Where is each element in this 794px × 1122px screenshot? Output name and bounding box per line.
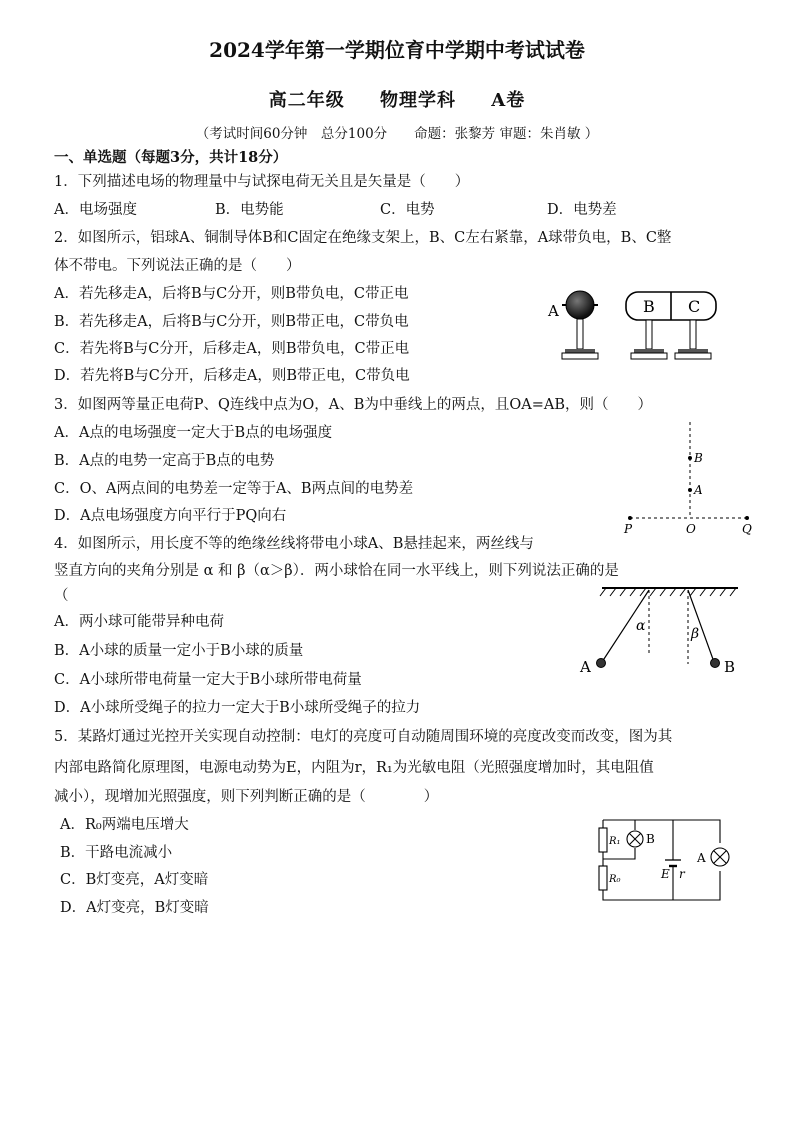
q2-option-a: A．若先移走A，后将B与C分开，则B带负电，C带正电 — [54, 286, 409, 302]
resistor-r1 — [599, 828, 607, 852]
q5-option-d: D．A灯变亮，B灯变暗 — [60, 900, 209, 916]
q1-option-a: A．电场强度 — [54, 202, 137, 218]
q4-label-alpha: α — [636, 618, 646, 634]
q2-label-a: A — [548, 302, 559, 320]
q5-stem-line1: 5．某路灯通过光控开关实现自动控制：电灯的亮度可自动随周围环境的亮度改变而改变，图为其 — [54, 729, 673, 745]
ball-a — [597, 659, 606, 668]
ball-b — [711, 659, 720, 668]
q5-stem-line2: 内部电路简化原理图，电源电动势为E，内阻为r，R₁为光敏电阻（光照强度增加时，其电阻值 — [54, 760, 654, 776]
q4-label-b: B — [724, 658, 736, 676]
q5-label-e: E — [661, 867, 670, 881]
q3-option-b: B．A点的电势一定高于B点的电势 — [54, 453, 275, 469]
q5-label-r0: R₀ — [609, 874, 621, 885]
resistor-r0 — [599, 866, 607, 890]
q3-label-a: A — [694, 483, 703, 497]
q4-stem-line1: 4．如图所示，用长度不等的绝缘丝线将带电小球A、B悬挂起来，两丝线与 — [54, 536, 534, 552]
charge-p — [628, 516, 632, 520]
q5-label-r: r — [679, 867, 685, 881]
point-b — [688, 456, 692, 460]
q3-option-d: D．A点电场强度方向平行于PQ向右 — [54, 508, 287, 524]
q4-label-a: A — [580, 658, 591, 676]
q2-figure — [540, 282, 730, 364]
q5-label-lamp-a: A — [697, 851, 706, 865]
exam-subtitle — [0, 86, 794, 112]
q3-label-b: B — [694, 451, 703, 465]
q5-label-lamp-b: B — [646, 832, 655, 846]
q4-figure — [570, 582, 745, 680]
q1-option-b: B．电势能 — [215, 202, 284, 218]
q3-label-o: O — [686, 522, 696, 536]
q5-option-b: B．干路电流减小 — [60, 845, 173, 861]
q3-label-q: Q — [742, 522, 752, 536]
q3-figure — [615, 418, 760, 540]
q3-label-p: P — [624, 522, 633, 536]
q4-label-beta: β — [691, 626, 700, 642]
stand-a — [577, 319, 583, 349]
point-a — [688, 488, 692, 492]
exam-meta: （考试时间60分钟 总分100分 命题：张黎芳 审题：朱肖敏 ） — [195, 126, 599, 142]
q2-stem-line1: 2．如图所示，铝球A、铜制导体B和C固定在绝缘支架上，B、C左右紧靠，A球带负电，B、C整 — [54, 230, 672, 246]
q4-option-d: D．A小球所受绳子的拉力一定大于B小球所受绳子的拉力 — [54, 700, 421, 716]
exam-title: 2024学年第一学期位育中学期中考试试卷 — [209, 38, 585, 62]
q2-option-c: C．若先将B与C分开，后移走A，则B带负电，C带正电 — [54, 341, 410, 357]
q4-stem-line3: （ — [54, 588, 69, 604]
q3-option-a: A．A点的电场强度一定大于B点的电场强度 — [54, 425, 333, 441]
paper-label: A卷 — [491, 90, 526, 111]
q5-label-r1: R₁ — [609, 836, 621, 847]
charge-q — [745, 516, 749, 520]
q1-option-c: C．电势 — [380, 202, 435, 218]
q2-label-b: B — [643, 297, 655, 316]
grade-label: 高二年级 — [268, 90, 345, 111]
q4-stem-line2: 竖直方向的夹角分别是 α 和 β（α＞β）．两小球恰在同一水平线上，则下列说法正确的是 — [54, 563, 619, 579]
q2-option-d: D．若先将B与C分开，后移走A，则B带正电，C带负电 — [54, 368, 410, 384]
q4-option-c: C．A小球所带电荷量一定大于B小球所带电荷量 — [54, 672, 362, 688]
q5-stem-line3: 减小），现增加光照强度，则下列判断正确的是（ ） — [54, 789, 439, 805]
q4-option-a: A．两小球可能带异种电荷 — [54, 614, 224, 630]
q5-option-a: A．R₀两端电压增大 — [60, 817, 189, 833]
q1-stem: 1．下列描述电场的物理量中与试探电荷无关且是矢量是（ ） — [54, 174, 470, 190]
section-heading: 一、单选题（每题3分，共计18分） — [54, 149, 288, 166]
sphere-a — [566, 291, 594, 319]
q4-option-b: B．A小球的质量一定小于B小球的质量 — [54, 643, 304, 659]
stand-c — [690, 320, 696, 349]
q1-option-d: D．电势差 — [547, 202, 617, 218]
q2-label-c: C — [688, 297, 701, 316]
q3-option-c: C．O、A两点间的电势差一定等于A、B两点间的电势差 — [54, 481, 414, 497]
subject-label: 物理学科 — [380, 90, 457, 111]
q5-circuit — [595, 808, 745, 908]
stand-b — [646, 320, 652, 349]
q2-option-b: B．若先移走A，后将B与C分开，则B带正电，C带负电 — [54, 314, 409, 330]
q3-stem: 3．如图两等量正电荷P、Q连线中点为O，A、B为中垂线上的两点，且OA=AB，则（ ） — [54, 397, 653, 413]
q2-stem-line2: 体不带电。下列说法正确的是（ ） — [54, 258, 301, 274]
q5-option-c: C．B灯变亮，A灯变暗 — [60, 872, 209, 888]
